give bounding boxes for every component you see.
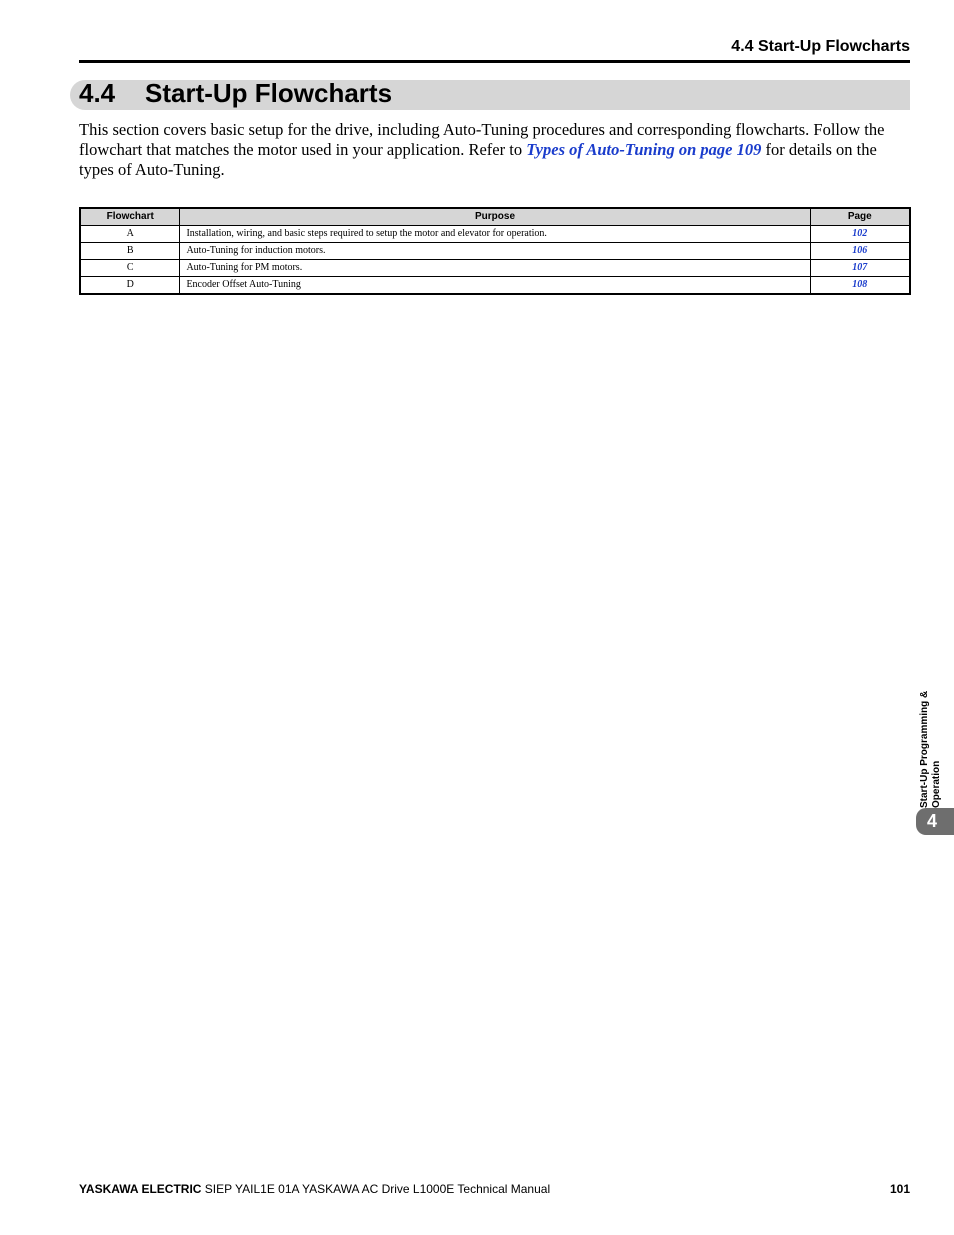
running-header: 4.4 Start-Up Flowcharts <box>731 38 910 55</box>
flowchart-cell: C <box>80 260 180 277</box>
table-row <box>80 277 910 295</box>
page-cell <box>810 277 910 295</box>
section-title <box>79 76 392 110</box>
page-footer <box>79 1181 910 1197</box>
intro-paragraph <box>79 120 910 180</box>
page-cell <box>810 243 910 260</box>
page-number: 101 <box>889 1182 910 1196</box>
intro-text-after: for details on the types of Auto-Tuning. <box>79 140 877 179</box>
section-number: 4.4 <box>79 78 116 108</box>
page-link[interactable]: 102 <box>852 228 868 239</box>
purpose-cell: Encoder Offset Auto-Tuning <box>180 277 810 295</box>
page-link[interactable]: 106 <box>852 245 868 256</box>
section-title-text: Start-Up Flowcharts <box>145 78 393 108</box>
purpose-cell: Auto-Tuning for PM motors. <box>180 260 810 277</box>
footer-document-title: SIEP YAIL1E 01A YASKAWA AC Drive L1000E Technical Manual <box>201 1182 551 1196</box>
flowchart-cell: B <box>80 243 180 260</box>
table-row <box>80 226 910 243</box>
page-cell <box>810 226 910 243</box>
page-link[interactable]: 108 <box>852 279 868 290</box>
page-cell <box>810 260 910 277</box>
purpose-cell: Installation, wiring, and basic steps required to setup the motor and elevator for operation. <box>180 226 810 243</box>
column-header-flowchart: Flowchart <box>80 208 180 226</box>
table-row <box>80 260 910 277</box>
chapter-side-label-line2: Operation <box>931 760 942 808</box>
intro-text-before: This section covers basic setup for the drive, including Auto-Tuning procedures and corresponding flowcharts. Follow the flowchart that matches the motor used in your application. Refer to <box>79 120 885 159</box>
chapter-side-label <box>919 668 947 808</box>
column-header-purpose: Purpose <box>180 208 810 226</box>
page-link[interactable]: 107 <box>852 262 868 273</box>
auto-tuning-types-link[interactable]: Types of Auto-Tuning on page 109 <box>526 140 762 159</box>
flowchart-cell: A <box>80 226 180 243</box>
purpose-cell: Auto-Tuning for induction motors. <box>180 243 810 260</box>
flowchart-cell: D <box>80 277 180 295</box>
chapter-tab: 4 <box>916 808 954 835</box>
table-header-row <box>80 208 910 226</box>
footer-brand: YASKAWA ELECTRIC <box>79 1182 202 1196</box>
column-header-page: Page <box>810 208 910 226</box>
header-rule <box>79 60 910 63</box>
table-row <box>80 243 910 260</box>
flowchart-table <box>79 207 911 295</box>
chapter-side-label-line1: Start-Up Programming & <box>919 690 930 808</box>
